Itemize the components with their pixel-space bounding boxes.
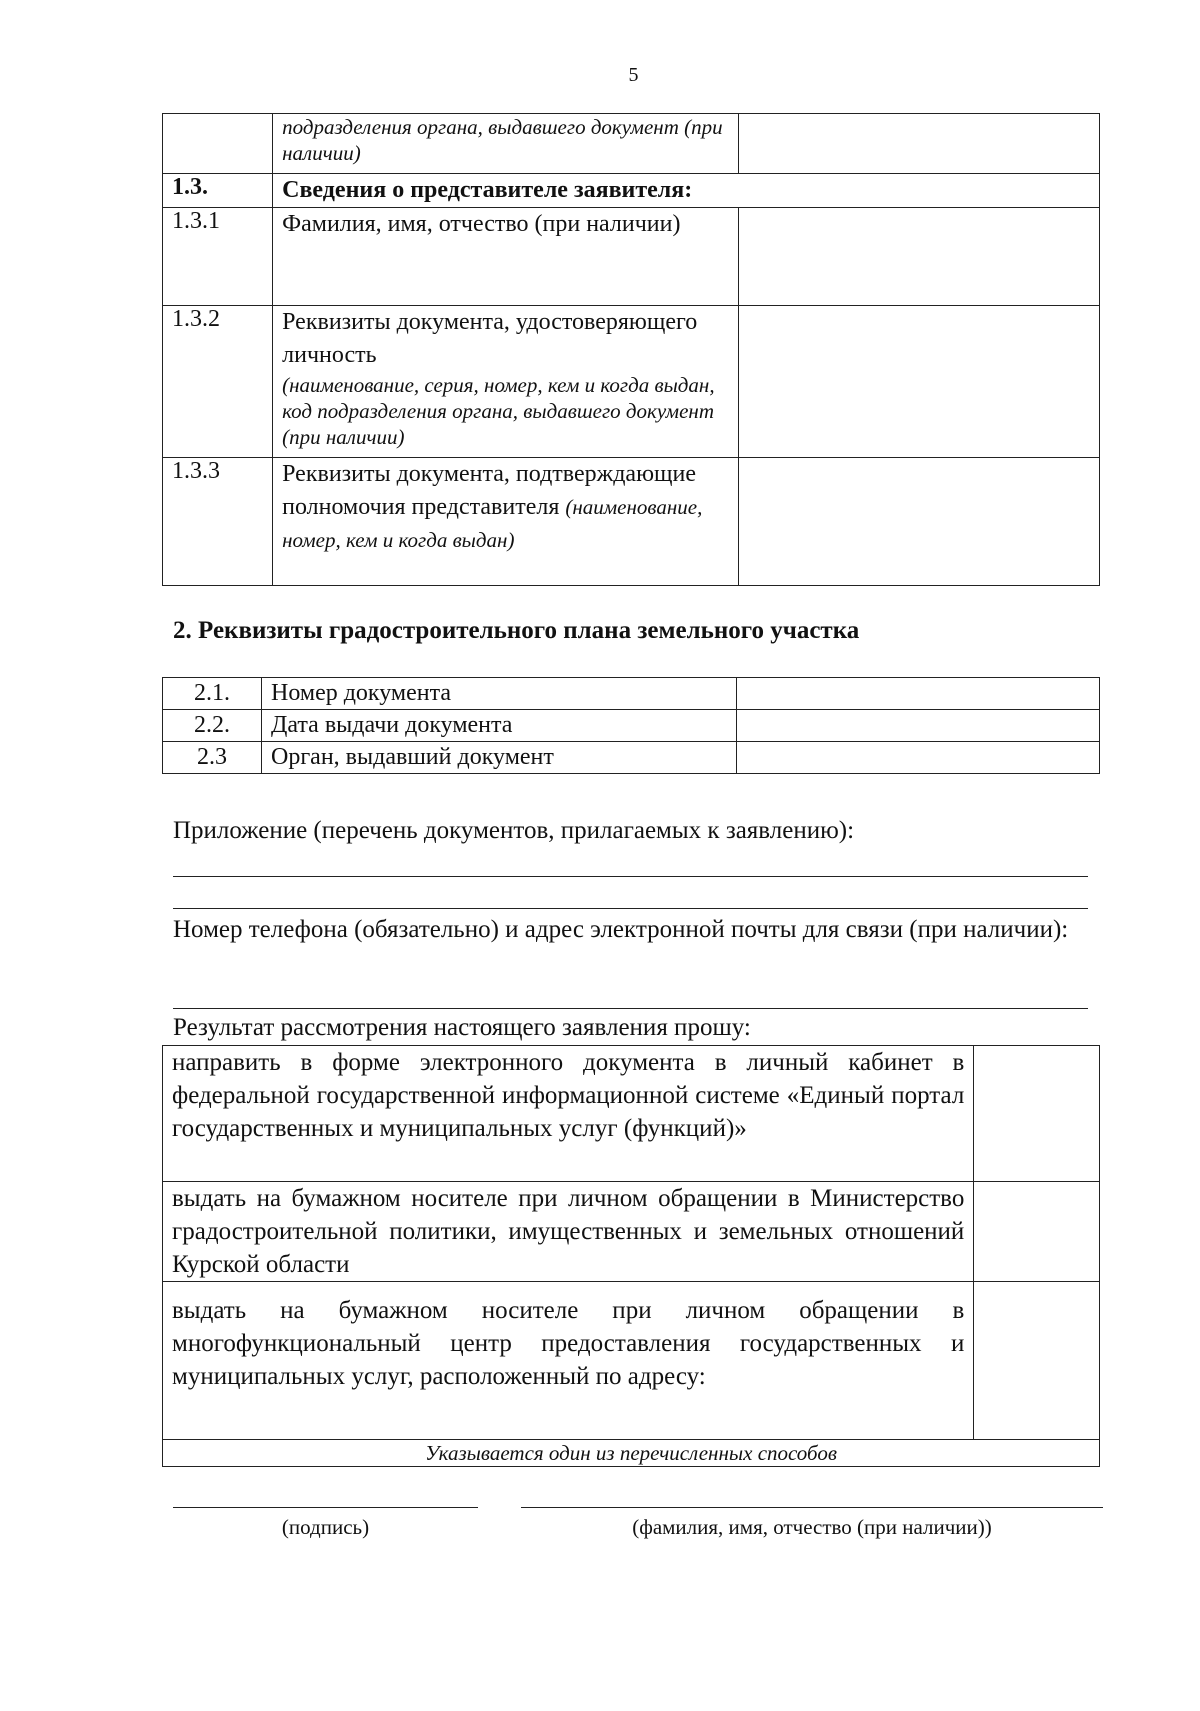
- field-note: подразделения органа, выдавшего документ (при наличии): [282, 115, 723, 165]
- field-label: Реквизиты документа, удостоверяющего личность: [282, 309, 698, 368]
- row-number: 1.3.3: [163, 458, 273, 586]
- table-row: [163, 742, 1100, 774]
- row-number: 2.1.: [163, 678, 262, 710]
- table-row: [163, 306, 1100, 458]
- option-checkbox-cell[interactable]: [974, 1282, 1100, 1440]
- field-label: Фамилия, имя, отчество (при наличии): [273, 208, 738, 306]
- row-number: 2.2.: [163, 710, 262, 742]
- table-row: [163, 1282, 1100, 1440]
- field-note: (наименование, серия, номер, кем и когда выдан, код подразделения органа, выдавшего документ (при наличии): [282, 373, 715, 449]
- row-number: [163, 114, 273, 174]
- table-row: [163, 1440, 1100, 1467]
- attachment-line-1[interactable]: [173, 876, 1088, 877]
- signature-line[interactable]: [173, 1507, 478, 1508]
- name-line[interactable]: [521, 1507, 1103, 1508]
- field-note: (наименование, номер, кем и когда выдан): [282, 495, 703, 552]
- applicant-representative-table: [162, 113, 1100, 586]
- result-option: выдать на бумажном носителе при личном обращении в Министерство градостроительной политики, имущественных и земельных отношений Курской области: [163, 1182, 974, 1282]
- name-caption: (фамилия, имя, отчество (при наличии)): [632, 1515, 992, 1539]
- table-row: [163, 678, 1100, 710]
- result-footer: Указывается один из перечисленных способов: [163, 1440, 1100, 1467]
- row-number: 1.3.2: [163, 306, 273, 458]
- table-row: [163, 208, 1100, 306]
- field-value-cell[interactable]: [738, 306, 1100, 458]
- row-number: 1.3.1: [163, 208, 273, 306]
- table-row: [163, 1182, 1100, 1282]
- page-number: 5: [628, 64, 639, 86]
- field-value-cell[interactable]: [737, 742, 1100, 774]
- attachment-label: Приложение (перечень документов, прилагаемых к заявлению):: [173, 817, 855, 844]
- field-value-cell[interactable]: [738, 208, 1100, 306]
- phone-line[interactable]: [173, 1008, 1088, 1009]
- field-value-cell[interactable]: [737, 710, 1100, 742]
- table-row: [163, 710, 1100, 742]
- attachment-line-2[interactable]: [173, 908, 1088, 909]
- result-option: направить в форме электронного документа в личный кабинет в федеральной государственной информационной системе «Единый портал государственных и муниципальных услуг (функций)»: [163, 1046, 974, 1182]
- section-2-title: 2. Реквизиты градостроительного плана земельного участка: [173, 617, 860, 644]
- table-row: [163, 1046, 1100, 1182]
- signature-caption: (подпись): [281, 1515, 370, 1539]
- result-option: выдать на бумажном носителе при личном обращении в многофункциональный центр предоставления государственных и муниципальных услуг, расположенный по адресу:: [163, 1282, 974, 1440]
- option-checkbox-cell[interactable]: [974, 1046, 1100, 1182]
- field-value-cell[interactable]: [738, 114, 1100, 174]
- phone-label: Номер телефона (обязательно) и адрес электронной почты для связи (при наличии):: [173, 916, 1069, 943]
- result-method-table: [162, 1045, 1100, 1467]
- table-row: [163, 174, 1100, 208]
- field-label: Номер документа: [262, 678, 737, 710]
- field-label: Дата выдачи документа: [262, 710, 737, 742]
- field-value-cell[interactable]: [737, 678, 1100, 710]
- row-number: 1.3.: [163, 174, 273, 208]
- option-checkbox-cell[interactable]: [974, 1182, 1100, 1282]
- section-heading: Сведения о представителе заявителя:: [273, 174, 1100, 208]
- row-number: 2.3: [163, 742, 262, 774]
- field-value-cell[interactable]: [738, 458, 1100, 586]
- urban-plan-table: [162, 677, 1100, 774]
- table-row: [163, 458, 1100, 586]
- field-label: Реквизиты документа, подтверждающие полномочия представителя: [282, 461, 696, 520]
- field-label: Орган, выдавший документ: [262, 742, 737, 774]
- table-row: [163, 114, 1100, 174]
- result-label: Результат рассмотрения настоящего заявления прошу:: [173, 1014, 751, 1041]
